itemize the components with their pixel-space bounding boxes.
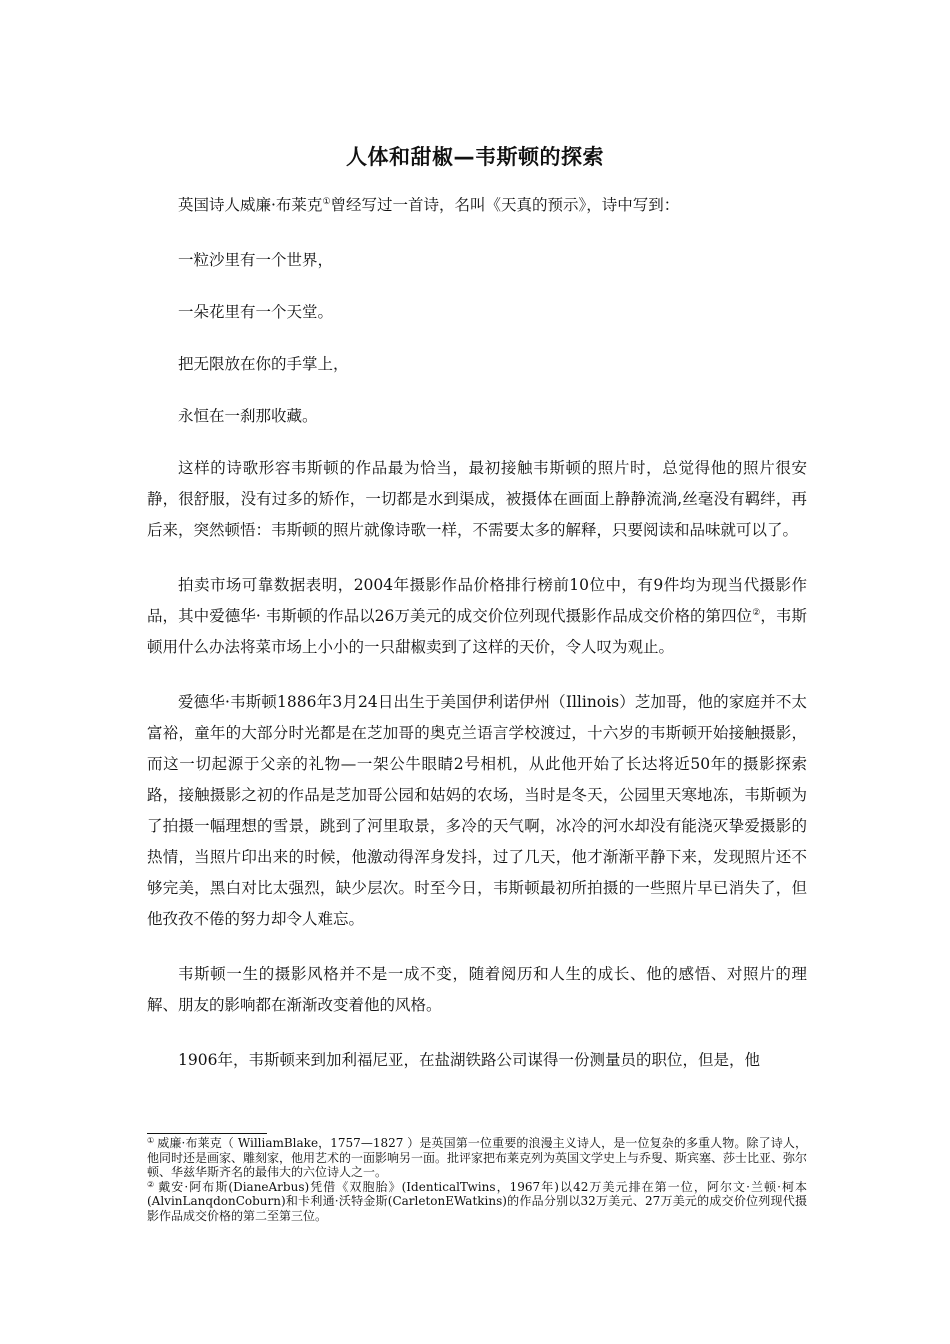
paragraph-text-after: ，韦斯顿用什么办法将菜市场上小小的一只甜椒卖到了这样的天价，令人叹为观止。 xyxy=(147,607,807,656)
poem-line: 把无限放在你的手掌上， xyxy=(178,355,349,373)
footnotes xyxy=(147,1136,807,1223)
intro-text-before: 英国诗人威廉·布莱克 xyxy=(178,196,323,214)
footnote xyxy=(147,1180,807,1224)
body-paragraph: 韦斯顿一生的摄影风格并不是一成不变，随着阅历和人生的成长、他的感悟、对照片的理解、朋友的影响都在渐渐改变着他的风格。 xyxy=(147,965,807,1014)
footnote-separator xyxy=(147,1133,267,1134)
poem-line: 一朵花里有一个天堂。 xyxy=(178,303,334,321)
body-paragraph xyxy=(147,570,807,663)
poem-line: 一粒沙里有一个世界， xyxy=(178,251,334,269)
footnote-marker: ② xyxy=(147,1179,156,1189)
poem-line: 永恒在一刹那收藏。 xyxy=(178,407,318,425)
body-paragraph: 爱德华·韦斯顿1886年3月24日出生于美国伊利诺伊州（Illinois）芝加哥，他的家庭并不太富裕，童年的大部分时光都是在芝加哥的奥克兰语言学校渡过，十六岁的韦斯顿开始接触摄影，而这一切起源于父亲的礼物—一架公牛眼睛2号相机，从此他开始了长达将近50年的摄影探索路，接触摄影之初的作品是芝加哥公园和姑妈的农场，当时是冬天，公园里天寒地冻，韦斯顿为了拍摄一幅理想的雪景，跳到了河里取景，多冷的天气啊，冰冷的河水却没有能浇灭挚爱摄影的热情，当照片印出来的时候，他激动得浑身发抖，过了几天，他才渐渐平静下来，发现照片还不够完美，黑白对比太强烈，缺少层次。时至今日，韦斯顿最初所拍摄的一些照片早已消失了，但他孜孜不倦的努力却令人难忘。 xyxy=(147,693,807,928)
body-paragraph: 1906年，韦斯顿来到加利福尼亚，在盐湖铁路公司谋得一份测量员的职位，但是，他 xyxy=(178,1051,760,1069)
intro-paragraph xyxy=(147,190,807,221)
footnote-ref-1[interactable]: ① xyxy=(322,197,331,207)
article-body xyxy=(147,190,807,1076)
footnote-ref-2[interactable]: ② xyxy=(752,608,761,618)
footnote-text: 戴安·阿布斯(DianeArbus)凭借《双胞胎》(IdenticalTwins，1967年)以42万美元排在第一位，阿尔文·兰顿·柯本(AlvinLanqdonCoburn)和卡利通·沃特金斯(CarletonEWatkins)的作品分别以32万美元、27万美元的成交价位列现代摄影作品成交价格的第二至第三位。 xyxy=(147,1179,808,1223)
page-title: 人体和甜椒—韦斯顿的探索 xyxy=(346,145,604,169)
footnote-text: 威廉·布莱克（ WilliamBlake，1757—1827 ）是英国第一位重要的浪漫主义诗人，是一位复杂的多重人物。除了诗人，他同时还是画家、雕刻家，他用艺术的一面影响另一面。批评家把布莱克列为英国文学史上与乔叟、斯宾塞、莎士比亚、弥尔顿、华兹华斯齐名的最伟大的六位诗人之一。 xyxy=(147,1136,808,1179)
intro-text-after: 曾经写过一首诗，名叫《天真的预示》，诗中写到： xyxy=(330,196,680,214)
footnote-marker: ① xyxy=(147,1136,155,1145)
body-paragraph: 这样的诗歌形容韦斯顿的作品最为恰当，最初接触韦斯顿的照片时，总觉得他的照片很安静，很舒服，没有过多的矫作，一切都是水到渠成，被摄体在画面上静静流淌,丝毫没有羁绊，再后来，突然顿悟：韦斯顿的照片就像诗歌一样，不需要太多的解释，只要阅读和品味就可以了。 xyxy=(147,459,807,539)
paragraph-text-before: 拍卖市场可靠数据表明，2004年摄影作品价格排行榜前10位中，有9件均为现当代摄影作品，其中爱德华· 韦斯顿的作品以26万美元的成交价位列现代摄影作品成交价格的第四位 xyxy=(147,576,807,625)
footnote xyxy=(147,1136,807,1180)
